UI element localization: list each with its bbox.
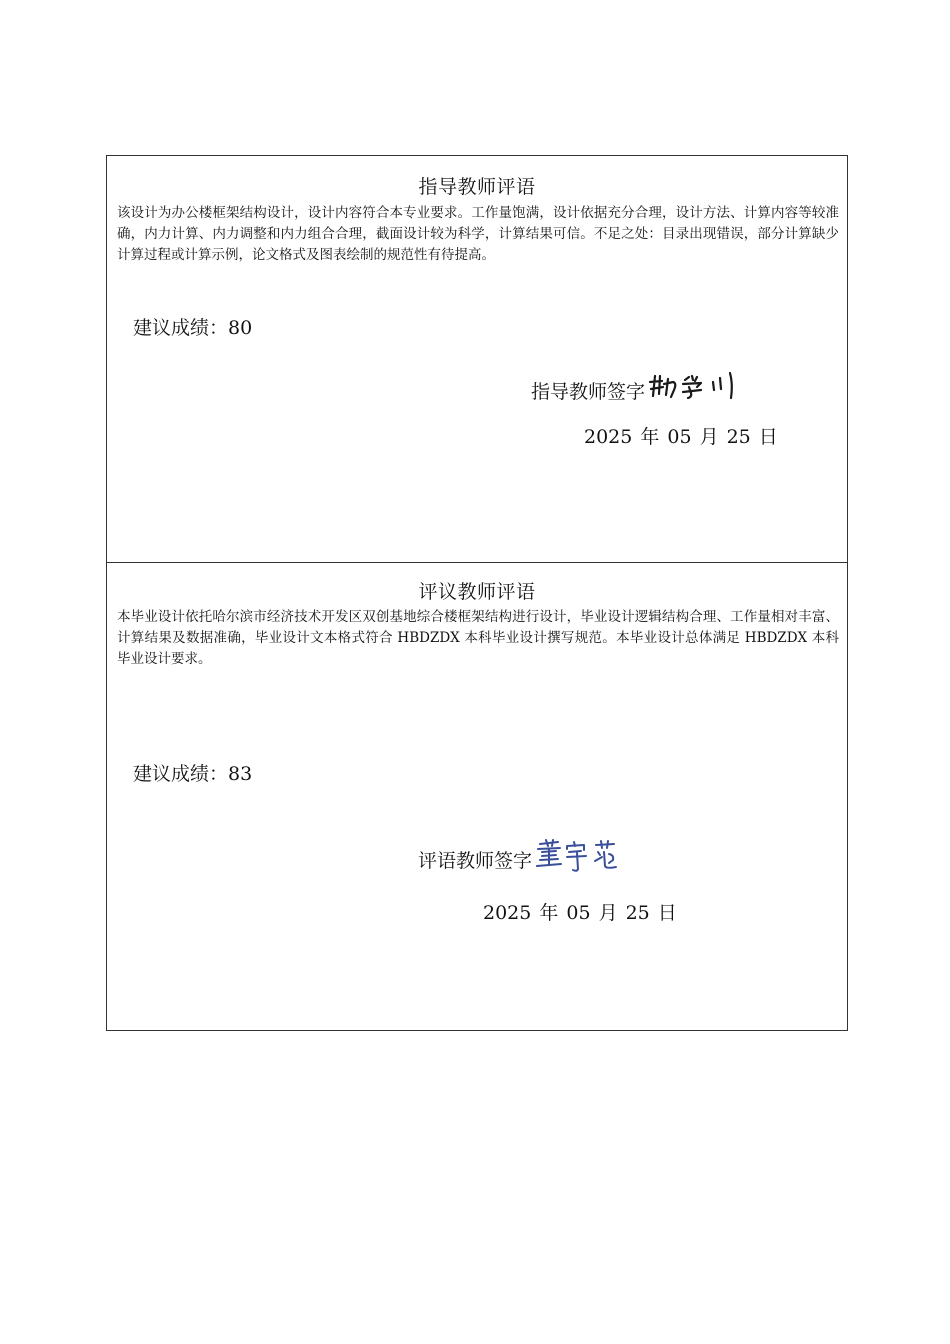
advisor-comment-text: 该设计为办公楼框架结构设计，设计内容符合本专业要求。工作量饱满，设计依据充分合理，设计方法、计算内容等较准确，内力计算、内力调整和内力组合合理，截面设计较为科学，计算结果可信。不足之处：目录出现错误，部分计算缺少计算过程或计算示例，论文格式及图表绘制的规范性有待提高。 [117,205,839,263]
evaluation-table [106,155,848,1031]
advisor-grade-value: 80 [228,317,253,339]
reviewer-comment-section [107,563,847,1030]
reviewer-date-year-unit: 年 [539,902,559,924]
advisor-date [584,422,786,449]
reviewer-signature-label: 评语教师签字 [418,850,533,872]
advisor-date-month: 05 [667,426,692,448]
reviewer-date-year: 2025 [483,902,532,924]
reviewer-grade-value: 83 [228,763,253,785]
reviewer-comment-text: 本毕业设计依托哈尔滨市经济技术开发区双创基地综合楼框架结构进行设计，毕业设计逻辑结构合理、工作量相对丰富、计算结果及数据准确，毕业设计文本格式符合 HBDZDX 本科毕业设计撰写规范。本毕业设计总体满足 HBDZDX 本科毕业设计要求。 [117,609,839,667]
reviewer-grade-label: 建议成绩： [133,763,229,785]
reviewer-date-day: 25 [625,902,650,924]
advisor-date-month-unit: 月 [699,426,719,448]
advisor-signature-line [531,370,743,404]
advisor-signature-label: 指导教师签字 [531,381,646,403]
advisor-date-year: 2025 [584,426,633,448]
reviewer-section-title: 评议教师评语 [418,581,536,603]
advisor-grade-line [133,313,252,340]
reviewer-handwritten-signature [534,839,630,873]
reviewer-date-day-unit: 日 [657,902,677,924]
advisor-grade-label: 建议成绩： [133,317,229,339]
reviewer-date [483,898,685,925]
advisor-handwritten-signature [647,370,743,404]
advisor-date-day-unit: 日 [758,426,778,448]
reviewer-grade-line [133,759,252,786]
reviewer-date-month: 05 [566,902,591,924]
advisor-date-day: 25 [726,426,751,448]
advisor-section-title: 指导教师评语 [418,176,536,198]
reviewer-date-month-unit: 月 [598,902,618,924]
advisor-date-year-unit: 年 [640,426,660,448]
advisor-comment-section [107,156,847,563]
reviewer-signature-line [418,839,630,873]
